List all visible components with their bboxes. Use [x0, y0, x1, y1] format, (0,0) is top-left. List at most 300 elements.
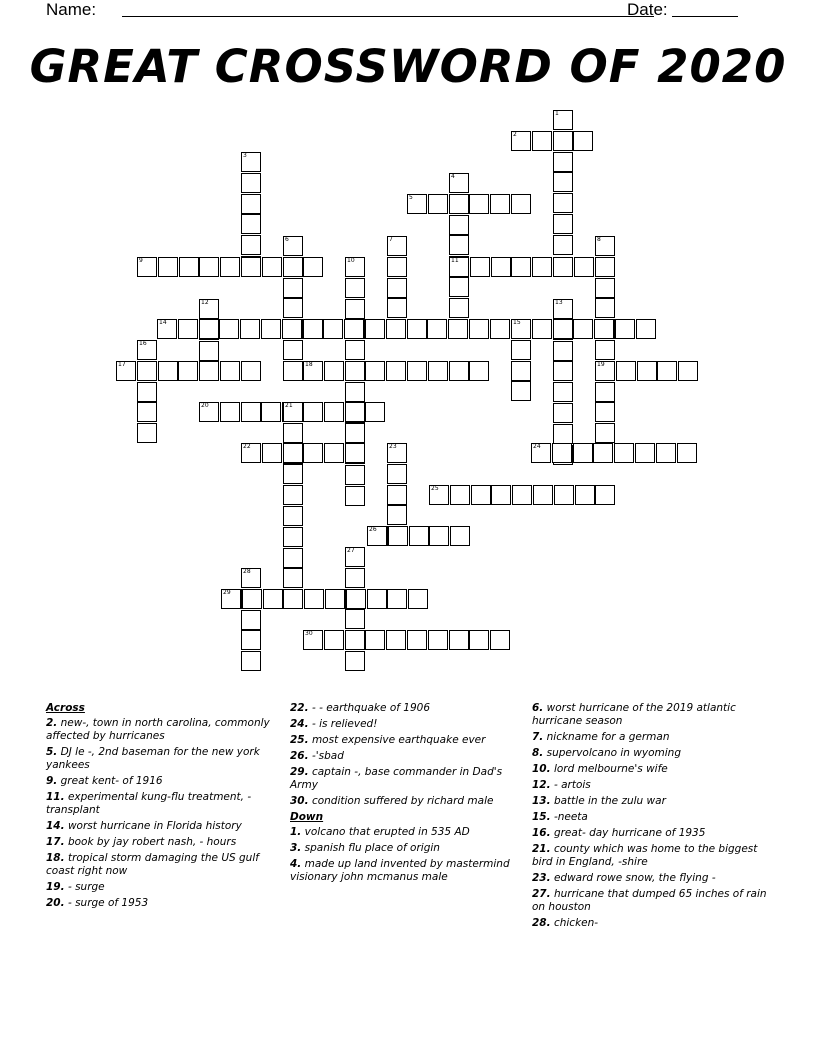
clue-text: captain -, base commander in Dad's Army [290, 766, 503, 791]
grid-cell[interactable] [157, 319, 177, 339]
clue-number: 1. [290, 826, 302, 838]
grid-cell[interactable] [469, 319, 489, 339]
grid-cell[interactable] [553, 299, 573, 319]
grid-cell[interactable] [241, 630, 261, 650]
grid-cell[interactable] [388, 526, 408, 546]
grid-cell[interactable] [491, 257, 511, 277]
grid-cell[interactable] [137, 361, 157, 381]
grid-cell[interactable] [409, 526, 429, 546]
grid-cell[interactable] [219, 319, 239, 339]
grid-cell[interactable] [241, 651, 261, 671]
clue-number: 2. [46, 717, 58, 729]
grid-cell[interactable] [428, 630, 448, 650]
clue [532, 763, 768, 776]
clue-number-label: 5 [409, 194, 413, 201]
clue-number: 11. [46, 791, 65, 803]
grid-cell[interactable] [553, 319, 573, 339]
clue-number: 14. [46, 820, 65, 832]
clues-column-3 [532, 702, 768, 933]
grid-cell[interactable] [387, 298, 407, 318]
grid-cell[interactable] [303, 319, 323, 339]
grid-cell[interactable] [283, 506, 303, 526]
grid-cell[interactable] [199, 257, 219, 277]
grid-cell[interactable] [137, 382, 157, 402]
grid-cell[interactable] [428, 361, 448, 381]
clue-number: 23. [532, 872, 551, 884]
grid-cell[interactable] [387, 443, 407, 463]
grid-cell[interactable] [553, 235, 573, 255]
clue-number-label: 14 [159, 319, 167, 326]
grid-cell[interactable] [283, 527, 303, 547]
clue-number-label: 25 [431, 485, 439, 492]
grid-cell[interactable] [324, 402, 344, 422]
clue-number: 4. [290, 858, 302, 870]
grid-cell[interactable] [449, 277, 469, 297]
clue-number-label: 23 [389, 443, 397, 450]
grid-cell[interactable] [241, 610, 261, 630]
grid-cell[interactable] [449, 215, 469, 235]
clue-number: 19. [46, 881, 65, 893]
grid-cell[interactable] [199, 361, 219, 381]
grid-cell[interactable] [283, 589, 303, 609]
clue-text: -neeta [550, 811, 588, 823]
clue-number-label: 28 [243, 568, 251, 575]
grid-cell[interactable] [595, 298, 615, 318]
grid-cell[interactable] [220, 361, 240, 381]
grid-cell[interactable] [324, 630, 344, 650]
clue [46, 775, 282, 788]
clue-text: spanish flu place of origin [301, 842, 440, 854]
clue-number: 17. [46, 836, 65, 848]
grid-cell[interactable] [595, 278, 615, 298]
grid-cell[interactable] [303, 630, 323, 650]
grid-cell[interactable] [345, 630, 365, 650]
clue [46, 717, 282, 743]
grid-cell[interactable] [616, 361, 636, 381]
grid-cell[interactable] [511, 257, 531, 277]
grid-cell[interactable] [282, 319, 302, 339]
grid-cell[interactable] [553, 214, 573, 234]
grid-cell[interactable] [553, 403, 573, 423]
grid-cell[interactable] [471, 485, 491, 505]
grid-cell[interactable] [241, 173, 261, 193]
clue-number-label: 9 [139, 257, 143, 264]
clue-number-label: 18 [305, 361, 313, 368]
grid-cell[interactable] [407, 361, 427, 381]
clue-number: 9. [46, 775, 58, 787]
clue-number-label: 4 [451, 173, 455, 180]
grid-cell[interactable] [283, 236, 303, 256]
clue-number: 16. [532, 827, 551, 839]
clue-text: nickname for a german [543, 731, 670, 743]
grid-cell[interactable] [344, 319, 364, 339]
grid-cell[interactable] [345, 423, 365, 443]
clue-number: 3. [290, 842, 302, 854]
grid-cell[interactable] [199, 341, 219, 361]
clue-text: hurricane that dumped 65 inches of rain on houston [532, 888, 767, 913]
clue-number: 12. [532, 779, 551, 791]
clue [532, 747, 768, 760]
grid-cell[interactable] [221, 589, 241, 609]
grid-cell[interactable] [595, 361, 615, 381]
grid-cell[interactable] [595, 485, 615, 505]
grid-cell[interactable] [449, 257, 469, 277]
clue-number-label: 8 [597, 236, 601, 243]
grid-cell[interactable] [449, 173, 469, 193]
clue-number-label: 30 [305, 630, 313, 637]
grid-cell[interactable] [179, 257, 199, 277]
clue-text: - surge of 1953 [64, 897, 149, 909]
grid-cell[interactable] [553, 257, 573, 277]
grid-cell[interactable] [574, 257, 594, 277]
grid-cell[interactable] [323, 319, 343, 339]
clue [532, 888, 768, 914]
grid-cell[interactable] [263, 589, 283, 609]
grid-cell[interactable] [554, 485, 574, 505]
grid-cell[interactable] [324, 361, 344, 381]
clue-number-label: 24 [533, 443, 541, 450]
grid-cell[interactable] [573, 131, 593, 151]
clue-number: 20. [46, 897, 65, 909]
clue-number-label: 16 [139, 340, 147, 347]
grid-cell[interactable] [283, 361, 303, 381]
grid-cell[interactable] [367, 526, 387, 546]
clue-number: 5. [46, 746, 58, 758]
clue-text: new-, town in north carolina, commonly affected by hurricanes [46, 717, 270, 742]
grid-cell[interactable] [490, 194, 510, 214]
clue-text: battle in the zulu war [550, 795, 666, 807]
grid-cell[interactable] [407, 319, 427, 339]
grid-cell[interactable] [595, 402, 615, 422]
grid-cell[interactable] [283, 340, 303, 360]
grid-cell[interactable] [158, 361, 178, 381]
grid-cell[interactable] [573, 319, 593, 339]
grid-cell[interactable] [345, 465, 365, 485]
grid-cell[interactable] [325, 589, 345, 609]
grid-cell[interactable] [575, 485, 595, 505]
grid-cell[interactable] [345, 651, 365, 671]
grid-cell[interactable] [346, 589, 366, 609]
grid-cell[interactable] [636, 319, 656, 339]
clue-text: experimental kung-flu treatment, - transplant [46, 791, 252, 816]
clue-number-label: 22 [243, 443, 251, 450]
grid-cell[interactable] [553, 172, 573, 192]
grid-cell[interactable] [428, 194, 448, 214]
grid-cell[interactable] [387, 257, 407, 277]
grid-cell[interactable] [345, 278, 365, 298]
clue [532, 811, 768, 824]
grid-cell[interactable] [450, 485, 470, 505]
grid-cell[interactable] [365, 319, 385, 339]
grid-cell[interactable] [573, 443, 593, 463]
grid-cell[interactable] [365, 630, 385, 650]
grid-cell[interactable] [635, 443, 655, 463]
clue-number-label: 1 [555, 110, 559, 117]
clue [46, 836, 282, 849]
grid-cell[interactable] [595, 257, 615, 277]
grid-cell[interactable] [241, 152, 261, 172]
grid-cell[interactable] [303, 361, 323, 381]
clue [532, 795, 768, 808]
grid-cell[interactable] [241, 443, 261, 463]
grid-cell[interactable] [553, 152, 573, 172]
clue [532, 779, 768, 792]
clue-text: book by jay robert nash, - hours [64, 836, 237, 848]
grid-cell[interactable] [656, 443, 676, 463]
grid-cell[interactable] [241, 568, 261, 588]
clue-number-label: 11 [451, 257, 459, 264]
grid-cell[interactable] [553, 382, 573, 402]
grid-cell[interactable] [469, 194, 489, 214]
grid-cell[interactable] [137, 257, 157, 277]
down-heading: Down [290, 811, 324, 823]
grid-cell[interactable] [533, 485, 553, 505]
grid-cell[interactable] [220, 402, 240, 422]
clue-number: 18. [46, 852, 65, 864]
grid-cell[interactable] [553, 361, 573, 381]
clue-number-label: 6 [285, 236, 289, 243]
grid-cell[interactable] [532, 319, 552, 339]
grid-cell[interactable] [345, 299, 365, 319]
name-label: Name: [46, 0, 97, 19]
clue [290, 858, 526, 884]
clue-number: 27. [532, 888, 551, 900]
clue [290, 702, 526, 715]
grid-cell[interactable] [387, 589, 407, 609]
grid-cell[interactable] [241, 194, 261, 214]
clue-number-label: 19 [597, 360, 605, 368]
grid-cell[interactable] [220, 257, 240, 277]
grid-cell[interactable] [615, 319, 635, 339]
grid-cell[interactable] [283, 568, 303, 588]
grid-cell[interactable] [429, 485, 449, 505]
clue-text: made up land invented by mastermind visionary john mcmanus male [290, 858, 510, 883]
grid-cell[interactable] [262, 257, 282, 277]
grid-cell[interactable] [199, 299, 219, 319]
grid-cell[interactable] [469, 630, 489, 650]
clue-number: 7. [532, 731, 544, 743]
grid-cell[interactable] [511, 131, 531, 151]
grid-cell[interactable] [241, 235, 261, 255]
clue [290, 750, 526, 763]
grid-cell[interactable] [491, 485, 511, 505]
grid-cell[interactable] [137, 402, 157, 422]
grid-cell[interactable] [595, 382, 615, 402]
grid-cell[interactable] [637, 361, 657, 381]
grid-cell[interactable] [345, 257, 365, 277]
clue-number: 21. [532, 843, 551, 855]
grid-cell[interactable] [386, 361, 406, 381]
grid-cell[interactable] [387, 236, 407, 256]
grid-cell[interactable] [450, 526, 470, 546]
grid-cell[interactable] [511, 381, 531, 401]
grid-cell[interactable] [283, 548, 303, 568]
clue [46, 897, 282, 910]
grid-cell[interactable] [283, 257, 303, 277]
grid-cell[interactable] [116, 361, 136, 381]
grid-cell[interactable] [283, 298, 303, 318]
grid-cell[interactable] [449, 235, 469, 255]
grid-cell[interactable] [387, 505, 407, 525]
grid-cell[interactable] [241, 214, 261, 234]
grid-cell[interactable] [303, 443, 323, 463]
clue-number: 24. [290, 718, 309, 730]
clue-number: 30. [290, 795, 309, 807]
grid-cell[interactable] [283, 423, 303, 443]
grid-cell[interactable] [552, 443, 572, 463]
grid-cell[interactable] [365, 361, 385, 381]
grid-cell[interactable] [449, 194, 469, 214]
clue-number-label: 12 [201, 299, 209, 306]
grid-cell[interactable] [345, 340, 365, 360]
grid-cell[interactable] [449, 298, 469, 318]
grid-cell[interactable] [407, 630, 427, 650]
grid-cell[interactable] [178, 361, 198, 381]
clue-number: 25. [290, 734, 309, 746]
clues-column-1 [46, 702, 282, 913]
clue-text: county which was home to the biggest bird in England, -shire [532, 843, 758, 868]
clue [532, 872, 768, 885]
grid-cell[interactable] [345, 486, 365, 506]
grid-cell[interactable] [387, 464, 407, 484]
grid-cell[interactable] [386, 319, 406, 339]
clue [290, 766, 526, 792]
grid-cell[interactable] [345, 443, 365, 463]
grid-cell[interactable] [345, 382, 365, 402]
grid-cell[interactable] [283, 278, 303, 298]
grid-cell[interactable] [199, 402, 219, 422]
grid-cell[interactable] [137, 340, 157, 360]
grid-cell[interactable] [408, 589, 428, 609]
grid-cell[interactable] [283, 464, 303, 484]
grid-cell[interactable] [158, 257, 178, 277]
clue-number: 13. [532, 795, 551, 807]
grid-cell[interactable] [553, 131, 573, 151]
grid-cell[interactable] [677, 443, 697, 463]
grid-cell[interactable] [657, 361, 677, 381]
clue [290, 734, 526, 747]
grid-cell[interactable] [595, 236, 615, 256]
grid-cell[interactable] [345, 547, 365, 567]
grid-cell[interactable] [427, 319, 447, 339]
grid-cell[interactable] [553, 341, 573, 361]
clue-text: DJ le -, 2nd baseman for the new york yankees [46, 746, 260, 771]
grid-cell[interactable] [531, 443, 551, 463]
clue-text: tropical storm damaging the US gulf coast right now [46, 852, 259, 877]
grid-cell[interactable] [449, 361, 469, 381]
grid-cell[interactable] [367, 589, 387, 609]
clue-number: 10. [532, 763, 551, 775]
grid-cell[interactable] [283, 443, 303, 463]
grid-cell[interactable] [240, 319, 260, 339]
grid-cell[interactable] [365, 402, 385, 422]
clue [290, 826, 526, 839]
clue-number-label: 2 [513, 131, 517, 138]
grid-cell[interactable] [283, 485, 303, 505]
grid-cell[interactable] [678, 361, 698, 381]
grid-cell[interactable] [304, 589, 324, 609]
grid-cell[interactable] [407, 194, 427, 214]
grid-cell[interactable] [490, 630, 510, 650]
grid-cell[interactable] [345, 609, 365, 629]
grid-cell[interactable] [199, 319, 219, 339]
grid-cell[interactable] [345, 568, 365, 588]
grid-cell[interactable] [532, 131, 552, 151]
grid-cell[interactable] [178, 319, 198, 339]
grid-cell[interactable] [345, 361, 365, 381]
clue-text: edward rowe snow, the flying - [550, 872, 716, 884]
clue [532, 827, 768, 840]
grid-cell[interactable] [303, 402, 323, 422]
clue-text: volcano that erupted in 535 AD [301, 826, 470, 838]
clue [532, 917, 768, 930]
clue-number: 15. [532, 811, 551, 823]
grid-cell[interactable] [283, 402, 303, 422]
clue-text: most expensive earthquake ever [308, 734, 486, 746]
grid-cell[interactable] [261, 402, 281, 422]
grid-cell[interactable] [324, 443, 344, 463]
date-label: Date: [627, 0, 668, 19]
clue-number-label: 29 [223, 589, 231, 596]
grid-cell[interactable] [449, 630, 469, 650]
clue [290, 718, 526, 731]
clue-number-label: 13 [555, 299, 563, 306]
grid-cell[interactable] [511, 340, 531, 360]
grid-cell[interactable] [511, 319, 531, 339]
clue-text: - - earthquake of 1906 [308, 702, 430, 714]
grid-cell[interactable] [511, 194, 531, 214]
grid-cell[interactable] [261, 319, 281, 339]
grid-cell[interactable] [303, 257, 323, 277]
grid-cell[interactable] [137, 423, 157, 443]
grid-cell[interactable] [470, 257, 490, 277]
grid-cell[interactable] [512, 485, 532, 505]
grid-cell[interactable] [242, 589, 262, 609]
clue-text: great- day hurricane of 1935 [550, 827, 706, 839]
clue-text: condition suffered by richard male [308, 795, 494, 807]
grid-cell[interactable] [594, 319, 614, 339]
grid-cell[interactable] [448, 319, 468, 339]
grid-cell[interactable] [595, 340, 615, 360]
grid-cell[interactable] [386, 630, 406, 650]
clue-text: - artois [550, 779, 591, 791]
grid-cell[interactable] [387, 485, 407, 505]
grid-cell[interactable] [262, 443, 282, 463]
grid-cell[interactable] [387, 278, 407, 298]
grid-cell[interactable] [490, 319, 510, 339]
grid-cell[interactable] [593, 443, 613, 463]
grid-cell[interactable] [553, 110, 573, 130]
grid-cell[interactable] [553, 193, 573, 213]
grid-cell[interactable] [429, 526, 449, 546]
grid-cell[interactable] [595, 423, 615, 443]
grid-cell[interactable] [345, 402, 365, 422]
clue-text: -'sbad [308, 750, 344, 762]
grid-cell[interactable] [614, 443, 634, 463]
grid-cell[interactable] [241, 257, 261, 277]
grid-cell[interactable] [241, 361, 261, 381]
grid-cell[interactable] [469, 361, 489, 381]
clues-column-2 [290, 702, 526, 887]
grid-cell[interactable] [241, 402, 261, 422]
grid-cell[interactable] [511, 361, 531, 381]
clue-number: 28. [532, 917, 551, 929]
clue-number: 29. [290, 766, 309, 778]
grid-cell[interactable] [553, 424, 573, 444]
clue-number-label: 17 [118, 361, 126, 368]
clue-text: worst hurricane of the 2019 atlantic hurricane season [532, 702, 736, 727]
grid-cell[interactable] [532, 257, 552, 277]
